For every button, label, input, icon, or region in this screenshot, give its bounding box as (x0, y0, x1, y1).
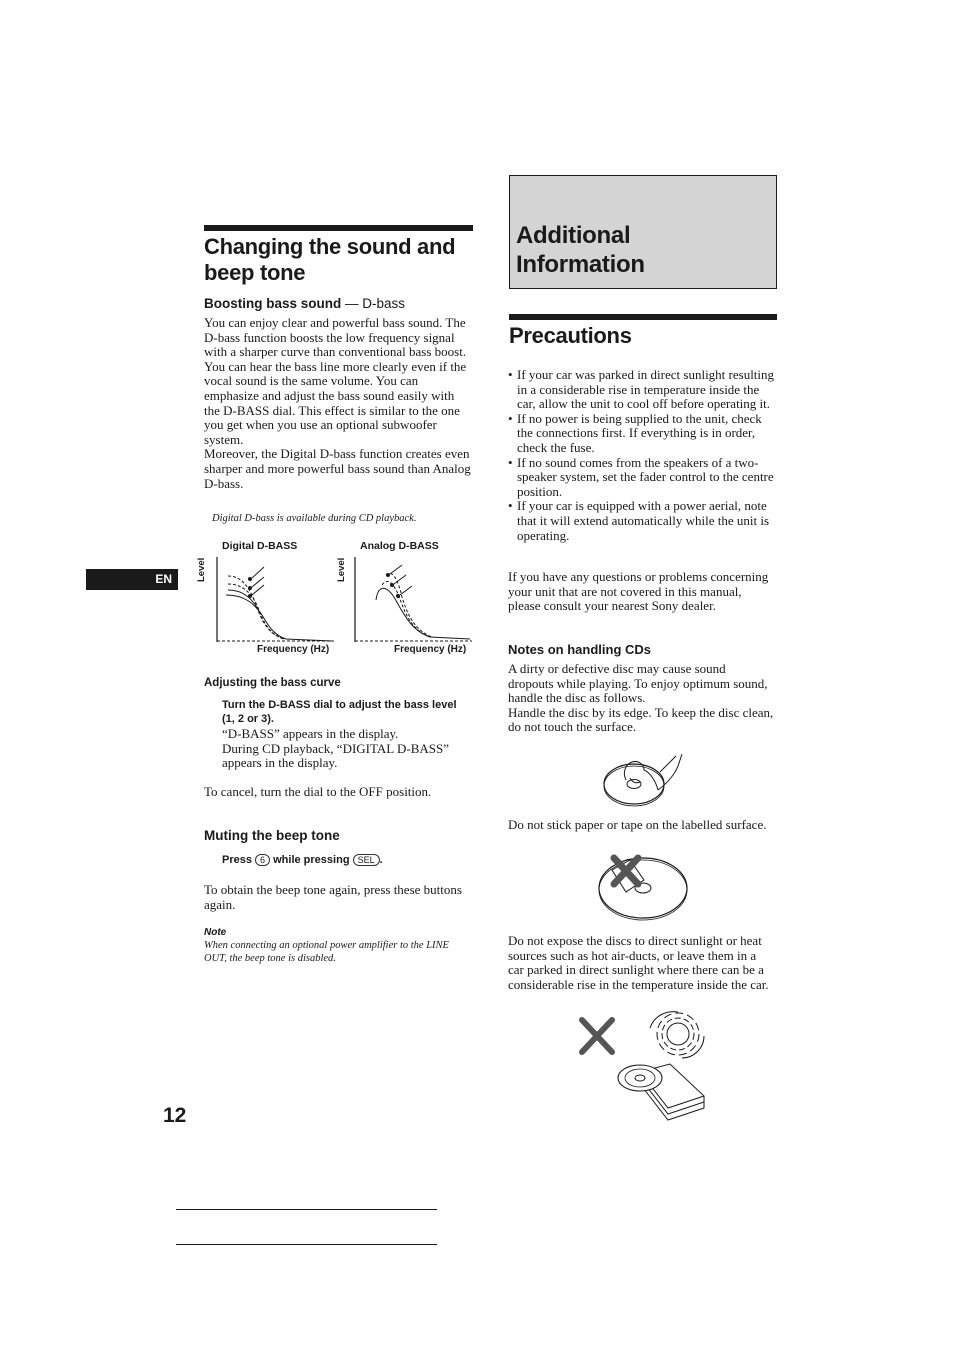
cd-text (508, 662, 774, 735)
boost-text (204, 316, 472, 491)
subheading-boost (204, 296, 473, 311)
footer-rule-2 (176, 1244, 437, 1245)
boost-paragraph-1: You can enjoy clear and powerful bass sound. The D-bass function boosts the low frequency signal with a sharper curve than conventional bass boost. (204, 315, 467, 360)
hand-holding-disc-illustration (600, 742, 686, 808)
precaution-item: • If no power is being supplied to the unit, check the connections first. If everything is in order, check the fuse. (508, 412, 776, 456)
analog-dbass-title: Analog D-BASS (360, 540, 439, 552)
precaution-item: • If your car was parked in direct sunlight resulting in a considerable rise in temperature inside the car, allow the unit to cool off before operating it. (508, 368, 776, 412)
adjust-result-2: During CD playback, “DIGITAL D-BASS” appears in the display. (222, 740, 450, 771)
additional-info-heading: Additional Information (516, 222, 645, 278)
precaution-item: • If your car is equipped with a power aerial, note that it will extend automatically while the unit is operating. (508, 499, 776, 543)
period: . (379, 854, 383, 866)
key-6: 6 (255, 854, 270, 866)
adjust-step: Turn the D-BASS dial to adjust the bass level (1, 2 or 3). (222, 699, 457, 725)
note-label: Note (204, 927, 227, 938)
paper-text: Do not stick paper or tape on the labelled surface. (508, 817, 767, 832)
cd-heading: Notes on handling CDs (508, 642, 651, 657)
adjust-result-1: “D-BASS” appears in the display. (222, 726, 399, 741)
press-label: Press (222, 854, 252, 866)
mute-heading: Muting the beep tone (204, 828, 340, 843)
analog-dbass-diagram (352, 555, 476, 645)
language-tab-label: EN (155, 572, 172, 586)
digital-frequency-label: Frequency (Hz) (257, 644, 330, 655)
precaution-item: • If no sound comes from the speakers of a two-speaker system, set the fader control to the centre position. (508, 456, 776, 500)
additional-info-box (509, 175, 777, 289)
questions-text: If you have any questions or problems concerning your unit that are not covered in this manual, please consult your nearest Sony dealer. (508, 569, 769, 614)
disc-with-tape-prohibited-illustration (596, 850, 690, 922)
restore-text: To obtain the beep tone again, press these buttons again. (204, 882, 462, 912)
analog-frequency-label: Frequency (Hz) (394, 644, 467, 655)
digital-level-label: Level (196, 557, 207, 582)
cd-paragraph-1: A dirty or defective disc may cause sound dropouts while playing. To enjoy optimum sound, handle the disc as follows. (508, 661, 768, 706)
while-label: while pressing (273, 854, 350, 866)
adjust-results (222, 727, 472, 771)
digital-note: Digital D-bass is available during CD playback. (212, 513, 417, 524)
section-heading-sound: Changing the sound and beep tone (204, 234, 456, 285)
precautions-list (508, 368, 776, 543)
page-number: 12 (163, 1104, 187, 1127)
boost-heading-text: Boosting bass sound (204, 296, 342, 311)
analog-level-label: Level (336, 557, 347, 582)
boost-paragraph-2: You can hear the bass line more clearly even if the vocal sound is the same volume. You can emphasize and adjust the bass sound easily with the D-BASS dial. This effect is similar to the one you get when you use an optional subwoofer system. (204, 358, 467, 447)
sunlight-text: Do not expose the discs to direct sunlight or heat sources such as hot air-ducts, or leave them in a car parked in direct sunlight where there can be a considerable rise in the temperature inside the car. (508, 933, 769, 992)
language-tab (86, 569, 178, 590)
section-rule-right (509, 314, 777, 320)
footer-rule-1 (176, 1209, 437, 1210)
sunlight-prohibited-illustration (574, 1008, 714, 1122)
adjust-heading: Adjusting the bass curve (204, 677, 341, 689)
press-instruction (222, 854, 383, 866)
boost-paragraph-3: Moreover, the Digital D-bass function creates even sharper and more powerful bass sound than Analog D-bass. (204, 446, 471, 491)
note-text: When connecting an optional power amplifier to the LINE OUT, the beep tone is disabled. (204, 940, 449, 964)
digital-dbass-diagram (214, 555, 338, 645)
digital-dbass-title: Digital D-BASS (222, 540, 298, 552)
key-sel: SEL (353, 854, 380, 866)
boost-heading-suffix: — D-bass (341, 296, 406, 311)
cd-paragraph-2: Handle the disc by its edge. To keep the disc clean, do not touch the surface. (508, 704, 774, 735)
cancel-text: To cancel, turn the dial to the OFF position. (204, 784, 432, 799)
precautions-heading: Precautions (509, 323, 632, 348)
section-rule-left (204, 225, 473, 231)
